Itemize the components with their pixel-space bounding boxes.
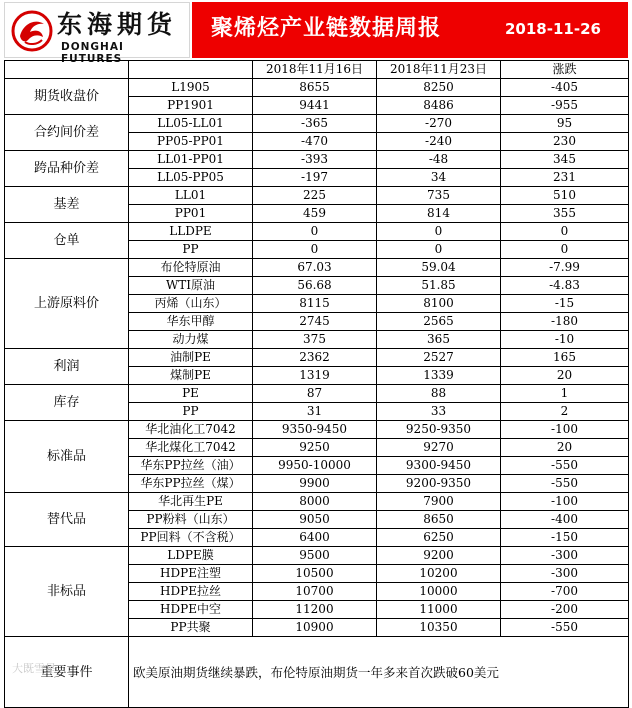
change-cell: 345 [501,151,629,169]
change-cell: 20 [501,439,629,457]
value-date2-cell: 9200 [377,547,501,565]
item-name-cell: 华北煤化工7042 [129,439,253,457]
value-date2-cell: -270 [377,115,501,133]
value-date2-cell: 814 [377,205,501,223]
value-date1-cell: 9350-9450 [253,421,377,439]
change-cell: -300 [501,547,629,565]
value-date1-cell: 31 [253,403,377,421]
item-name-cell: PP [129,403,253,421]
value-date2-cell: -48 [377,151,501,169]
change-cell: -405 [501,79,629,97]
table-row [5,79,629,97]
item-name-cell: PP05-PP01 [129,133,253,151]
category-cell: 合约间价差 [5,115,129,151]
value-date1-cell: -393 [253,151,377,169]
company-logo [4,2,190,65]
value-date1-cell: 2362 [253,349,377,367]
value-date1-cell: 9441 [253,97,377,115]
value-date2-cell: 6250 [377,529,501,547]
value-date2-cell: 11000 [377,601,501,619]
change-cell: -550 [501,475,629,493]
change-cell: -100 [501,493,629,511]
item-name-cell: PP共聚 [129,619,253,637]
event-row [5,637,629,708]
item-name-cell: HDPE拉丝 [129,583,253,601]
watermark: 大既雪星 [12,662,56,675]
change-cell: -15 [501,295,629,313]
value-date1-cell: -197 [253,169,377,187]
item-name-cell: LL01-PP01 [129,151,253,169]
title-bar [192,2,628,58]
name-header-cell [129,61,253,79]
item-name-cell: PP粉料（山东） [129,511,253,529]
item-name-cell: 华北油化工7042 [129,421,253,439]
item-name-cell: LL05-PP05 [129,169,253,187]
value-date1-cell: 1319 [253,367,377,385]
change-cell: 0 [501,241,629,259]
value-date2-cell: 9300-9450 [377,457,501,475]
value-date1-cell: 10700 [253,583,377,601]
item-name-cell: 华北再生PE [129,493,253,511]
value-date1-cell: 9950-10000 [253,457,377,475]
value-date2-cell: 34 [377,169,501,187]
col-header-change: 涨跌 [501,61,629,79]
table-row [5,259,629,277]
change-cell: 1 [501,385,629,403]
change-cell: -180 [501,313,629,331]
value-date2-cell: 1339 [377,367,501,385]
item-name-cell: 华东PP拉丝（油） [129,457,253,475]
change-cell: -955 [501,97,629,115]
value-date1-cell: 8000 [253,493,377,511]
value-date2-cell: 8486 [377,97,501,115]
value-date1-cell: -365 [253,115,377,133]
item-name-cell: PP01 [129,205,253,223]
value-date1-cell: 2745 [253,313,377,331]
change-cell: -150 [501,529,629,547]
event-text: 欧美原油期货继续暴跌，布伦特原油期货一年多来首次跌破60美元 [129,637,629,708]
table-row [5,187,629,205]
value-date1-cell: 67.03 [253,259,377,277]
value-date2-cell: 10350 [377,619,501,637]
change-cell: 20 [501,367,629,385]
event-label: 重要事件 [5,637,129,708]
table-header-row [5,61,629,79]
item-name-cell: 布伦特原油 [129,259,253,277]
category-cell: 替代品 [5,493,129,547]
item-name-cell: 油制PE [129,349,253,367]
value-date1-cell: 11200 [253,601,377,619]
change-cell: -4.83 [501,277,629,295]
value-date2-cell: 2527 [377,349,501,367]
value-date1-cell: -470 [253,133,377,151]
value-date1-cell: 9250 [253,439,377,457]
category-cell: 跨品种价差 [5,151,129,187]
change-cell: 510 [501,187,629,205]
dragon-logo-icon [11,10,53,52]
item-name-cell: 动力煤 [129,331,253,349]
item-name-cell: 华东甲醇 [129,313,253,331]
change-cell: -400 [501,511,629,529]
data-table [4,60,629,708]
table-row [5,421,629,439]
value-date1-cell: 459 [253,205,377,223]
table-row [5,151,629,169]
value-date2-cell: 10000 [377,583,501,601]
change-cell: -100 [501,421,629,439]
item-name-cell: PP [129,241,253,259]
change-cell: 355 [501,205,629,223]
value-date2-cell: 0 [377,223,501,241]
category-cell: 非标品 [5,547,129,637]
item-name-cell: LLDPE [129,223,253,241]
change-cell: 2 [501,403,629,421]
value-date1-cell: 225 [253,187,377,205]
change-cell: -550 [501,619,629,637]
category-cell: 库存 [5,385,129,421]
value-date2-cell: 0 [377,241,501,259]
report-date: 2018-11-26 [505,20,601,38]
value-date1-cell: 9900 [253,475,377,493]
value-date1-cell: 375 [253,331,377,349]
item-name-cell: 煤制PE [129,367,253,385]
value-date1-cell: 8655 [253,79,377,97]
change-cell: 0 [501,223,629,241]
value-date1-cell: 8115 [253,295,377,313]
item-name-cell: LDPE膜 [129,547,253,565]
table-row [5,385,629,403]
change-cell: -700 [501,583,629,601]
category-cell: 上游原料价 [5,259,129,349]
value-date2-cell: 365 [377,331,501,349]
value-date1-cell: 0 [253,241,377,259]
event-section [5,637,629,708]
item-name-cell: HDPE中空 [129,601,253,619]
value-date2-cell: -240 [377,133,501,151]
value-date2-cell: 51.85 [377,277,501,295]
item-name-cell: PP1901 [129,97,253,115]
value-date2-cell: 33 [377,403,501,421]
change-cell: -10 [501,331,629,349]
table-body [5,79,629,637]
value-date2-cell: 9270 [377,439,501,457]
table-row [5,223,629,241]
value-date2-cell: 8250 [377,79,501,97]
value-date2-cell: 735 [377,187,501,205]
col-header-date2: 2018年11月23日 [377,61,501,79]
change-cell: 231 [501,169,629,187]
value-date2-cell: 8650 [377,511,501,529]
value-date2-cell: 59.04 [377,259,501,277]
col-header-date1: 2018年11月16日 [253,61,377,79]
category-cell: 基差 [5,187,129,223]
change-cell: 165 [501,349,629,367]
change-cell: -550 [501,457,629,475]
value-date2-cell: 8100 [377,295,501,313]
item-name-cell: HDPE注塑 [129,565,253,583]
corner-cell [5,61,129,79]
logo-chinese-name: 东海期货 [57,10,178,39]
value-date2-cell: 88 [377,385,501,403]
value-date1-cell: 6400 [253,529,377,547]
change-cell: -7.99 [501,259,629,277]
value-date1-cell: 56.68 [253,277,377,295]
table-row [5,115,629,133]
item-name-cell: 丙烯（山东） [129,295,253,313]
table-row [5,547,629,565]
logo-english-name: DONGHAI FUTURES [61,41,124,65]
item-name-cell: LL05-LL01 [129,115,253,133]
value-date2-cell: 2565 [377,313,501,331]
value-date2-cell: 7900 [377,493,501,511]
item-name-cell: L1905 [129,79,253,97]
value-date1-cell: 87 [253,385,377,403]
report-header [4,2,628,65]
item-name-cell: LL01 [129,187,253,205]
value-date2-cell: 9250-9350 [377,421,501,439]
change-cell: 230 [501,133,629,151]
value-date1-cell: 9500 [253,547,377,565]
table-row [5,349,629,367]
value-date1-cell: 10900 [253,619,377,637]
value-date1-cell: 9050 [253,511,377,529]
value-date2-cell: 9200-9350 [377,475,501,493]
category-cell: 仓单 [5,223,129,259]
table-row [5,493,629,511]
item-name-cell: WTI原油 [129,277,253,295]
item-name-cell: PE [129,385,253,403]
value-date2-cell: 10200 [377,565,501,583]
change-cell: -200 [501,601,629,619]
category-cell: 标准品 [5,421,129,493]
item-name-cell: 华东PP拉丝（煤） [129,475,253,493]
change-cell: -300 [501,565,629,583]
change-cell: 95 [501,115,629,133]
value-date1-cell: 10500 [253,565,377,583]
report-title: 聚烯烃产业链数据周报 [211,16,442,41]
category-cell: 期货收盘价 [5,79,129,115]
category-cell: 利润 [5,349,129,385]
item-name-cell: PP回料（不含税） [129,529,253,547]
value-date1-cell: 0 [253,223,377,241]
